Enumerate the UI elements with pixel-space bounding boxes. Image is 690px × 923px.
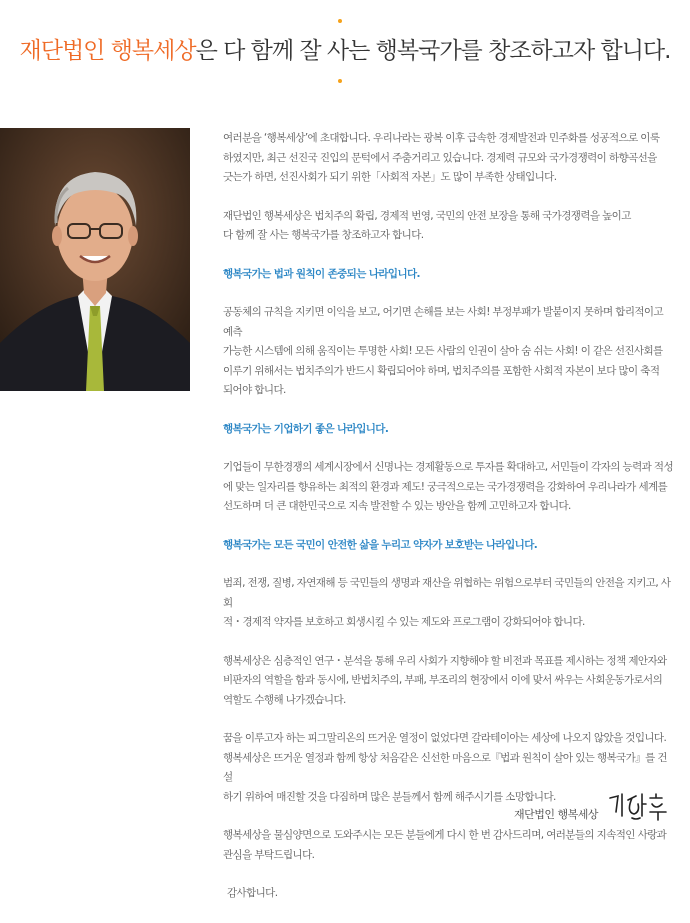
signature-block: [514, 790, 670, 822]
top-dot-ornament: [338, 19, 342, 23]
headline-rest: 은 다 함께 잘 사는 행복국가를 창조하고자 합니다.: [195, 38, 671, 64]
handwritten-signature: [606, 790, 670, 822]
portrait-photo: [0, 128, 190, 391]
signature-org: 재단법인 행복세상: [513, 808, 598, 821]
paragraph-mission: 재단법인 행복세상은 법치주의 확립, 경제적 번영, 국민의 안전 보장을 통해 국가경쟁력을 높이고 다 함께 잘 사는 행복국가를 창조하고자 합니다.: [223, 209, 631, 241]
heading-rule-of-law: 행복국가는 법과 원칙이 존중되는 나라입니다.: [223, 267, 420, 280]
headline-accent: 재단법인 행복세상: [19, 38, 196, 64]
paragraph-invitation: 여러분을 ‘행복세상’에 초대합니다. 우리나라는 광복 이후 급속한 경제발전과 민주화를 성공적으로 이룩 하였지만, 최근 선진국 진입의 문턱에서 주춤거리고 있습니다. 경제력 규모와 국가경쟁력이 하향곡선을 긋는가 하면, 선진사회가 되기 위한「사회적 자본」도 많이 부족한 상태입니다.: [223, 132, 660, 183]
page-headline: [0, 32, 690, 65]
bottom-dot-ornament: [338, 79, 342, 83]
paragraph-rule-of-law: 공동체의 규칙을 지키면 이익을 보고, 어기면 손해를 보는 사회! 부정부패가 발붙이지 못하며 합리적이고 예측 가능한 시스템에 의해 움직이는 투명한 사회! 모든 사람의 인권이 살아 숨 쉬는 사회! 이 같은 선진사회를 이루기 위해서는 법치주의가 반드시 확립되어야 하며, 법치주의를 포함한 사회적 자본이 보다 많이 축적 되어야 합니다.: [223, 306, 664, 396]
portrait-illustration: [0, 128, 190, 391]
paragraph-role: 행복세상은 심층적인 연구・분석을 통해 우리 사회가 지향해야 할 비전과 목표를 제시하는 정책 제안자와 비판자의 역할을 함과 동시에, 반법치주의, 부패, 부조리의 현장에서 이에 맞서 싸우는 사회운동가로서의 역할도 수행해 나가겠습니다.: [223, 654, 667, 706]
paragraph-safety: 범죄, 전쟁, 질병, 자연재해 등 국민들의 생명과 재산을 위협하는 위험으로부터 국민들의 안전을 지키고, 사회 적・경제적 약자를 보호하고 회생시킬 수 있는 제도와 프로그램이 강화되어야 합니다.: [223, 577, 671, 628]
heading-business: 행복국가는 기업하기 좋은 나라입니다.: [223, 422, 389, 435]
closing-thanks: 감사합니다.: [227, 887, 278, 899]
paragraph-gratitude: 행복세상을 물심양면으로 도와주시는 모든 분들에게 다시 한 번 감사드리며, 여러분들의 지속적인 사랑과 관심을 부탁드립니다.: [223, 829, 667, 861]
heading-safety: 행복국가는 모든 국민이 안전한 삶을 누리고 약자가 보호받는 나라입니다.: [223, 538, 538, 551]
paragraph-passion: 꿈을 이루고자 하는 피그말리온의 뜨거운 열정이 없었다면 갈라테이아는 세상에 나오지 않았을 것입니다. 행복세상은 뜨거운 열정과 함께 항상 처음같은 신선한 마음으로『법과 원칙이 살아 있는 행복국가』를 건설 하기 위하여 매진할 것을 다짐하며 많은 분들께서 함께 해주시기를 소망합니다.: [223, 732, 667, 803]
paragraph-business: 기업들이 무한경쟁의 세계시장에서 신명나는 경제활동으로 투자를 확대하고, 서민들이 각자의 능력과 적성 에 맞는 일자리를 향유하는 최적의 환경과 제도! 궁극적으로는 국가경쟁력을 강화하여 우리나라가 세계를 선도하며 더 큰 대한민국으로 지속 발전할 수 있는 방안을 함께 고민하고자 합니다.: [223, 461, 674, 512]
